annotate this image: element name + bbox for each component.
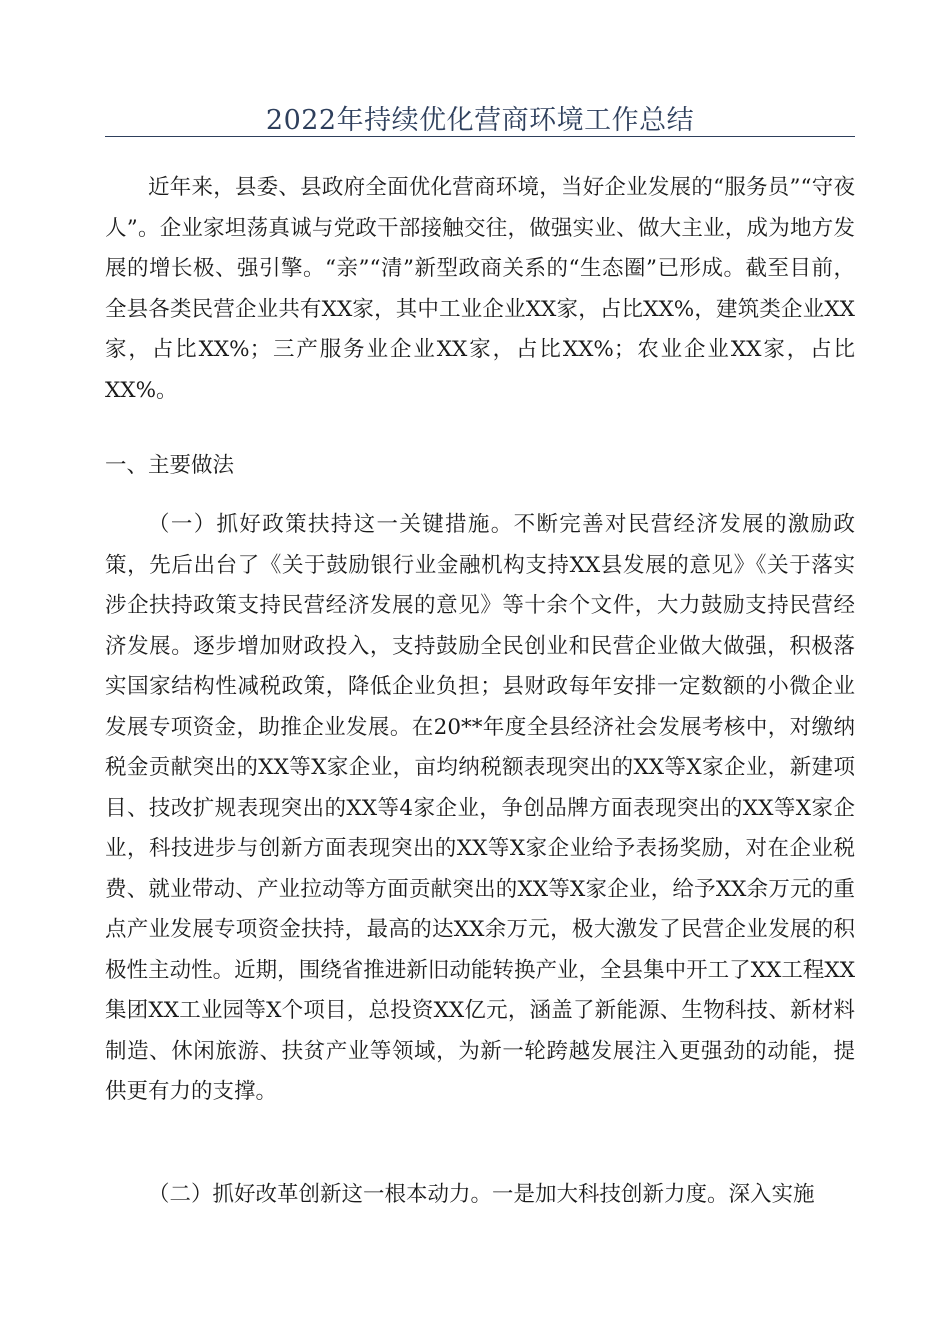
document-title: 2022年持续优化营商环境工作总结 [265, 105, 695, 136]
section-heading-main-measures: 一、主要做法 [105, 453, 235, 478]
intro-paragraph: 近年来，县委、县政府全面优化营商环境，当好企业发展的“服务员”“守夜人”。企业家坦荡真诚与党政干部接触交往，做强实业、做大主业，成为地方发展的增长极、强引擎。“亲”“清”新型政商关系的“生态圈”已形成。截至目前，全县各类民营企业共有XX家，其中工业企业XX家，占比XX%，建筑类企业XX家，占比XX%；三产服务业企业XX家，占比XX%；农业企业XX家，占比XX%。 [105, 175, 855, 403]
policy-support-paragraph: （一）抓好政策扶持这一关键措施。不断完善对民营经济发展的激励政策，先后出台了《关于鼓励银行业金融机构支持XX县发展的意见》《关于落实涉企扶持政策支持民营经济发展的意见》等十余个文件，大力鼓励支持民营经济发展。逐步增加财政投入，支持鼓励全民创业和民营企业做大做强，积极落实国家结构性减税政策，降低企业负担；县财政每年安排一定数额的小微企业发展专项资金，助推企业发展。在20**年度全县经济社会发展考核中，对缴纳税金贡献突出的XX等X家企业，亩均纳税额表现突出的XX等X家企业，新建项目、技改扩规表现突出的XX等4家企业，争创品牌方面表现突出的XX等X家企业，科技进步与创新方面表现突出的XX等X家企业给予表扬奖励，对在企业税费、就业带动、产业拉动等方面贡献突出的XX等X家企业，给予XX余万元的重点产业发展专项资金扶持，最高的达XX余万元，极大激发了民营企业发展的积极性主动性。近期，围绕省推进新旧动能转换产业，全县集中开工了XX工程XX集团XX工业园等X个项目，总投资XX亿元，涵盖了新能源、生物科技、新材料制造、休闲旅游、扶贫产业等领域，为新一轮跨越发展注入更强劲的动能，提供更有力的支撑。 [105, 512, 855, 1104]
title-underline [105, 136, 855, 137]
reform-innovation-paragraph: （二）抓好改革创新这一根本动力。一是加大科技创新力度。深入实施 [148, 1182, 815, 1207]
